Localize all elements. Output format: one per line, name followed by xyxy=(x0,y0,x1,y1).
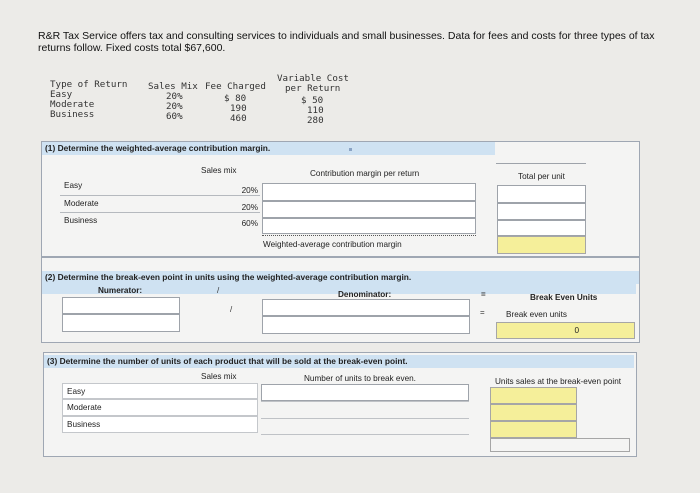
part2-title: (2) Determine the break-even point in units using the weighted-average contribution margin. xyxy=(42,271,639,284)
row-fee-business: 460 xyxy=(230,113,247,124)
part3-row-business-cell xyxy=(62,416,258,433)
row-divider xyxy=(60,212,260,213)
numerator-input-1[interactable] xyxy=(62,297,180,314)
row-type-easy: Easy xyxy=(50,89,73,100)
units-divider xyxy=(261,434,469,435)
part3-col-units: Number of units to break even. xyxy=(304,374,416,383)
cm-input-easy[interactable] xyxy=(262,183,476,201)
row-fee-easy: $ 80 xyxy=(224,93,247,104)
header-fee: Fee Charged xyxy=(205,81,266,92)
part3-col-total: Units sales at the break-even point xyxy=(495,377,622,386)
part1-col-cm: Contribution margin per return xyxy=(310,169,420,178)
header-type: Type of Return xyxy=(50,79,128,90)
part1-title: (1) Determine the weighted-average contribution margin. xyxy=(42,142,350,155)
row-var-moderate: 110 xyxy=(307,105,324,116)
part3-col-sales-mix: Sales mix xyxy=(201,372,237,381)
part1-col-sales-mix: Sales mix xyxy=(201,166,237,175)
row-var-easy: $ 50 xyxy=(301,95,324,106)
units-input-easy[interactable] xyxy=(261,384,469,401)
denominator-input-1[interactable] xyxy=(262,299,470,316)
denominator-input-2[interactable] xyxy=(262,316,470,334)
header-var-cost-1: Variable Cost xyxy=(277,73,349,84)
units-result-moderate[interactable] xyxy=(490,404,577,421)
row-mix-moderate: 20% xyxy=(166,101,183,112)
total-input-moderate[interactable] xyxy=(497,203,586,220)
problem-intro xyxy=(38,30,688,54)
part3-row-easy-cell xyxy=(62,383,258,399)
intro-line-2: returns follow. Fixed costs total $67,600. xyxy=(38,42,226,54)
numerator-label: Numerator: xyxy=(98,286,143,295)
part1-mix-easy: 20% xyxy=(241,186,258,195)
wacm-dotted-line xyxy=(262,235,476,236)
break-even-units-label: Break even units xyxy=(506,310,567,319)
units-result-business[interactable] xyxy=(490,421,577,438)
part3-row-moderate: Moderate xyxy=(67,403,102,412)
intro-line-1: R&R Tax Service offers tax and consulting services to individuals and small businesses. Data for fees and costs for three types of tax xyxy=(38,30,655,42)
cm-input-business[interactable] xyxy=(262,218,476,234)
wacm-label: Weighted-average contribution margin xyxy=(263,240,402,249)
numerator-input-2[interactable] xyxy=(62,314,180,332)
row-fee-moderate: 190 xyxy=(230,103,247,114)
row-divider xyxy=(60,195,260,196)
part3-row-easy: Easy xyxy=(67,387,86,396)
part1-mix-business: 60% xyxy=(241,219,258,228)
part1-row-easy: Easy xyxy=(64,181,83,190)
units-result-easy[interactable] xyxy=(490,387,577,404)
header-sales-mix: Sales Mix xyxy=(148,81,198,92)
wacm-result[interactable] xyxy=(497,236,586,254)
row-type-moderate: Moderate xyxy=(50,99,95,110)
equals-row: = xyxy=(480,308,485,317)
part1-mix-moderate: 20% xyxy=(241,203,258,212)
part3-row-business: Business xyxy=(67,420,101,429)
break-even-units-value: 0 xyxy=(574,326,579,335)
row-var-business: 280 xyxy=(307,115,324,126)
part1-titlebar-ext xyxy=(347,142,495,155)
units-divider xyxy=(261,401,469,402)
break-even-units-result[interactable] xyxy=(496,322,635,339)
break-even-units-header: Break Even Units xyxy=(530,293,598,302)
dropdown-dot-icon xyxy=(349,148,352,151)
cm-input-moderate[interactable] xyxy=(262,201,476,218)
equals-header: = xyxy=(481,290,486,299)
denominator-label: Denominator: xyxy=(338,290,392,299)
total-input-easy[interactable] xyxy=(497,185,586,203)
total-col-topline xyxy=(496,163,586,164)
part3-title: (3) Determine the number of units of each product that will be sold at the break-even point. xyxy=(44,355,634,368)
part1-row-business: Business xyxy=(64,216,98,225)
header-var-cost-2: per Return xyxy=(285,83,341,94)
part1-row-moderate: Moderate xyxy=(64,199,99,208)
units-divider xyxy=(261,418,469,419)
part3-row-moderate-cell xyxy=(62,399,258,416)
row-mix-business: 60% xyxy=(166,111,183,122)
total-input-business[interactable] xyxy=(497,220,586,236)
units-total-row xyxy=(490,438,630,452)
divide-symbol: / xyxy=(217,286,220,295)
row-type-business: Business xyxy=(50,109,95,120)
row-mix-easy: 20% xyxy=(166,91,183,102)
part1-col-total: Total per unit xyxy=(518,172,565,181)
divide-symbol-row: / xyxy=(230,305,233,314)
